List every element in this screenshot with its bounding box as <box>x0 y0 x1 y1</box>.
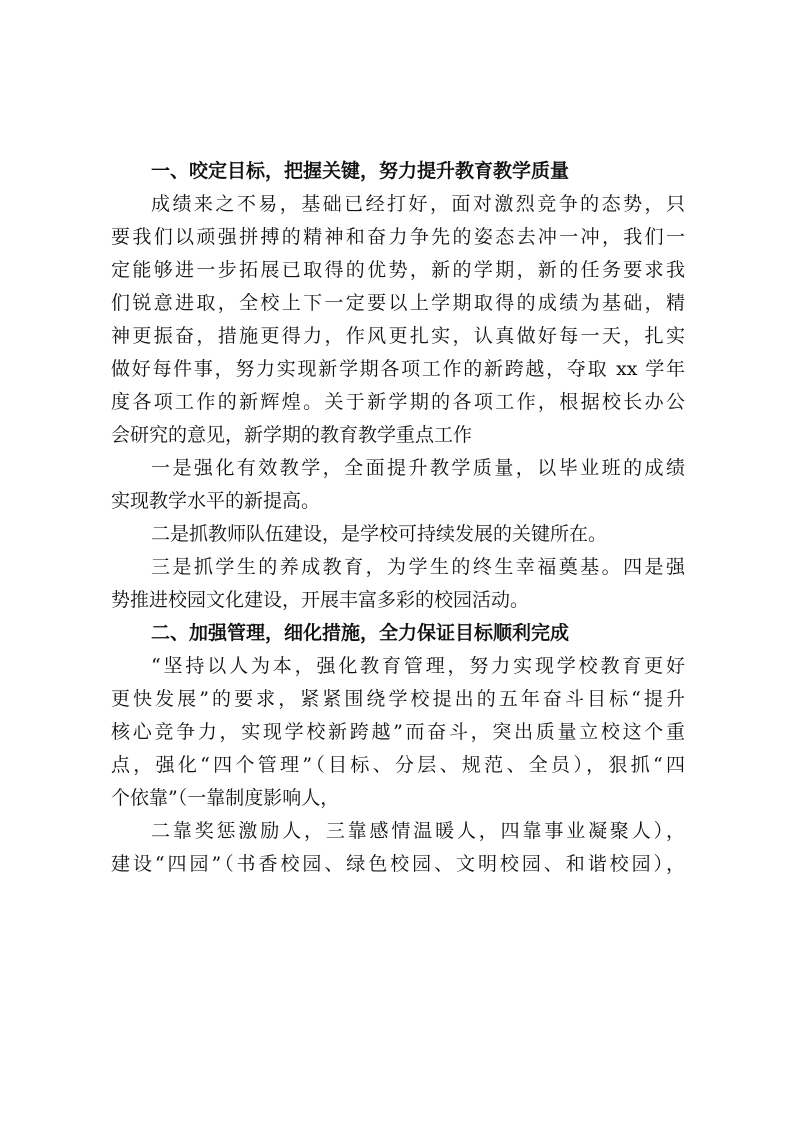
section-heading-2: 二、加强管理，细化措施，全力保证目标顺利完成 <box>151 622 570 644</box>
paragraph-line: 点，强化“四个管理”（目标、分层、规范、全员），狠抓“四 <box>111 754 685 776</box>
paragraph-line: 核心竞争力，实现学校新跨越”而奋斗，突出质量立校这个重 <box>111 721 685 743</box>
document-body <box>111 155 685 881</box>
paragraph-line: 做好每件事，努力实现新学期各项工作的新跨越，夺取 xx 学年 <box>111 358 685 380</box>
paragraph-line: 实现教学水平的新提高。 <box>111 490 321 512</box>
paragraph-line: 神更振奋，措施更得力，作风更扎实，认真做好每一天，扎实 <box>111 325 685 347</box>
paragraph-line: 三是抓学生的养成教育，为学生的终生幸福奠基。四是强 <box>151 556 685 578</box>
paragraph-line: “坚持以人为本，强化教育管理，努力实现学校教育更好 <box>151 655 685 677</box>
paragraph-line: 一是强化有效教学，全面提升教学质量，以毕业班的成绩 <box>151 457 685 479</box>
paragraph-line: 建设“四园”（书香校园、绿色校园、文明校园、和谐校园）， <box>111 853 685 875</box>
paragraph-line: 要我们以顽强拼搏的精神和奋力争先的姿态去冲一冲，我们一 <box>111 226 685 248</box>
paragraph-line: 二是抓教师队伍建设，是学校可持续发展的关键所在。 <box>151 523 608 545</box>
paragraph-line: 个依靠”（一靠制度影响人， <box>111 787 340 809</box>
paragraph-line: 二靠奖惩激励人，三靠感情温暖人，四靠事业凝聚人）， <box>151 820 685 842</box>
section-heading-1: 一、咬定目标，把握关键，努力提升教育教学质量 <box>151 160 570 182</box>
paragraph-line: 们锐意进取，全校上下一定要以上学期取得的成绩为基础，精 <box>111 292 685 314</box>
paragraph-line: 更快发展”的要求，紧紧围绕学校提出的五年奋斗目标“提升 <box>111 688 685 710</box>
paragraph-line: 势推进校园文化建设，开展丰富多彩的校园活动。 <box>111 589 530 611</box>
paragraph-line: 会研究的意见，新学期的教育教学重点工作 <box>111 424 473 446</box>
paragraph-line: 成绩来之不易，基础已经打好，面对激烈竞争的态势，只 <box>151 193 685 215</box>
paragraph-line: 度各项工作的新辉煌。关于新学期的各项工作，根据校长办公 <box>111 391 685 413</box>
paragraph-line: 定能够进一步拓展已取得的优势，新的学期，新的任务要求我 <box>111 259 685 281</box>
